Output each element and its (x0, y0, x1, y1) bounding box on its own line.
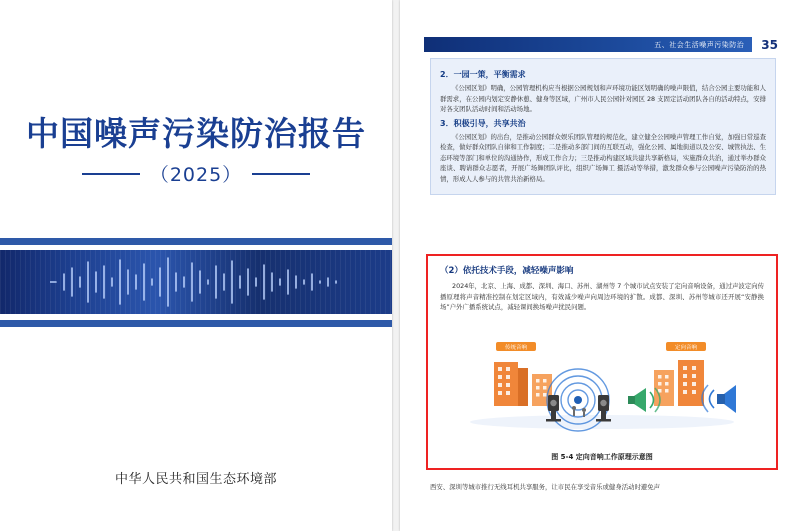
highlight-title: （2）依托技术手段，减轻噪声影响 (440, 266, 574, 276)
rule-right (252, 173, 310, 175)
highlight-paragraph: 2024年，北京、上海、成都、深圳、海口、苏州、湖州等 7 个城市试点安装了定向音响设备，通过声波定向传播原理将声音精准控制在划定区域内，有效减少噪声向周边环境的扩散。成都、深圳、苏州等城市还开展“安静换场”户外广播系统试点，减轻课间换场噪声扰民问题。 (440, 282, 764, 311)
waveform-icon (50, 254, 340, 310)
cover-strip-top (0, 238, 392, 245)
cover-page (0, 0, 392, 531)
cover-strip-bottom (0, 320, 392, 327)
tail-paragraph: 西安、深圳等城市推行无线耳机共享服务，让市民在享受音乐或健身活动时避免声 (430, 483, 661, 491)
page-header (424, 36, 778, 53)
page-number: 35 (761, 37, 778, 52)
highlight-region (426, 254, 778, 470)
section-heading-2: 2．一园一策，平衡需求 (440, 70, 526, 79)
content-page (400, 0, 800, 531)
section-3-paragraph: 《公园区划》的出台，是推动公园群众娱乐团队管理的规范化，建立健全公园噪声管理工作自觉，加强日常巡查检查，做好群众团队自律和工作制度；二是推动多部门间的互联互动，强化公园、属地街道以及公安、城管执法、生态环境等部门和单位的沟通协作，形成工作合力；三是推动构建区域共建共享新格局，实施群众共治，通过举办群众座谈、聘请群众志愿者，开展广场舞团队评比，组织广场舞工 摄活动等举措，激发群众参与公园噪声污染防治的热情，形成人人参与的共管共治新格局。 (440, 132, 766, 183)
cover-year-row (0, 160, 392, 187)
section-heading-3: 3．积极引导，共享共治 (440, 118, 526, 128)
section-2-paragraph: 《公园区划》明确，公园管理机构应当根据公园规划和声环境功能区划明确的噪声限值，结合公园主要功能和人群需求，在公园内划定安静休憩、健身等区域，广州市人民公园针对园区 28 支固定活动团队各自的活动特点，安排对各支团队活动时间和活动场地。 (440, 84, 766, 113)
figure-caption: 图 5-4 定向音响工作原理示意图 (551, 453, 653, 461)
blue-callout-block (430, 58, 776, 195)
rule-left (82, 173, 140, 175)
running-head: 五、社会生活噪声污染防治 (424, 37, 752, 52)
svg-text:传统音响: 传统音响 (504, 345, 528, 351)
report-year: （2025） (149, 164, 243, 186)
figure-illustration (428, 340, 776, 440)
report-title: 中国噪声污染防治报告 (26, 114, 366, 153)
directional-speaker-diagram-icon (428, 340, 776, 432)
svg-text:定向音响: 定向音响 (674, 345, 698, 351)
publisher-name: 中华人民共和国生态环境部 (114, 472, 277, 487)
cover-waveform-band (0, 250, 392, 314)
